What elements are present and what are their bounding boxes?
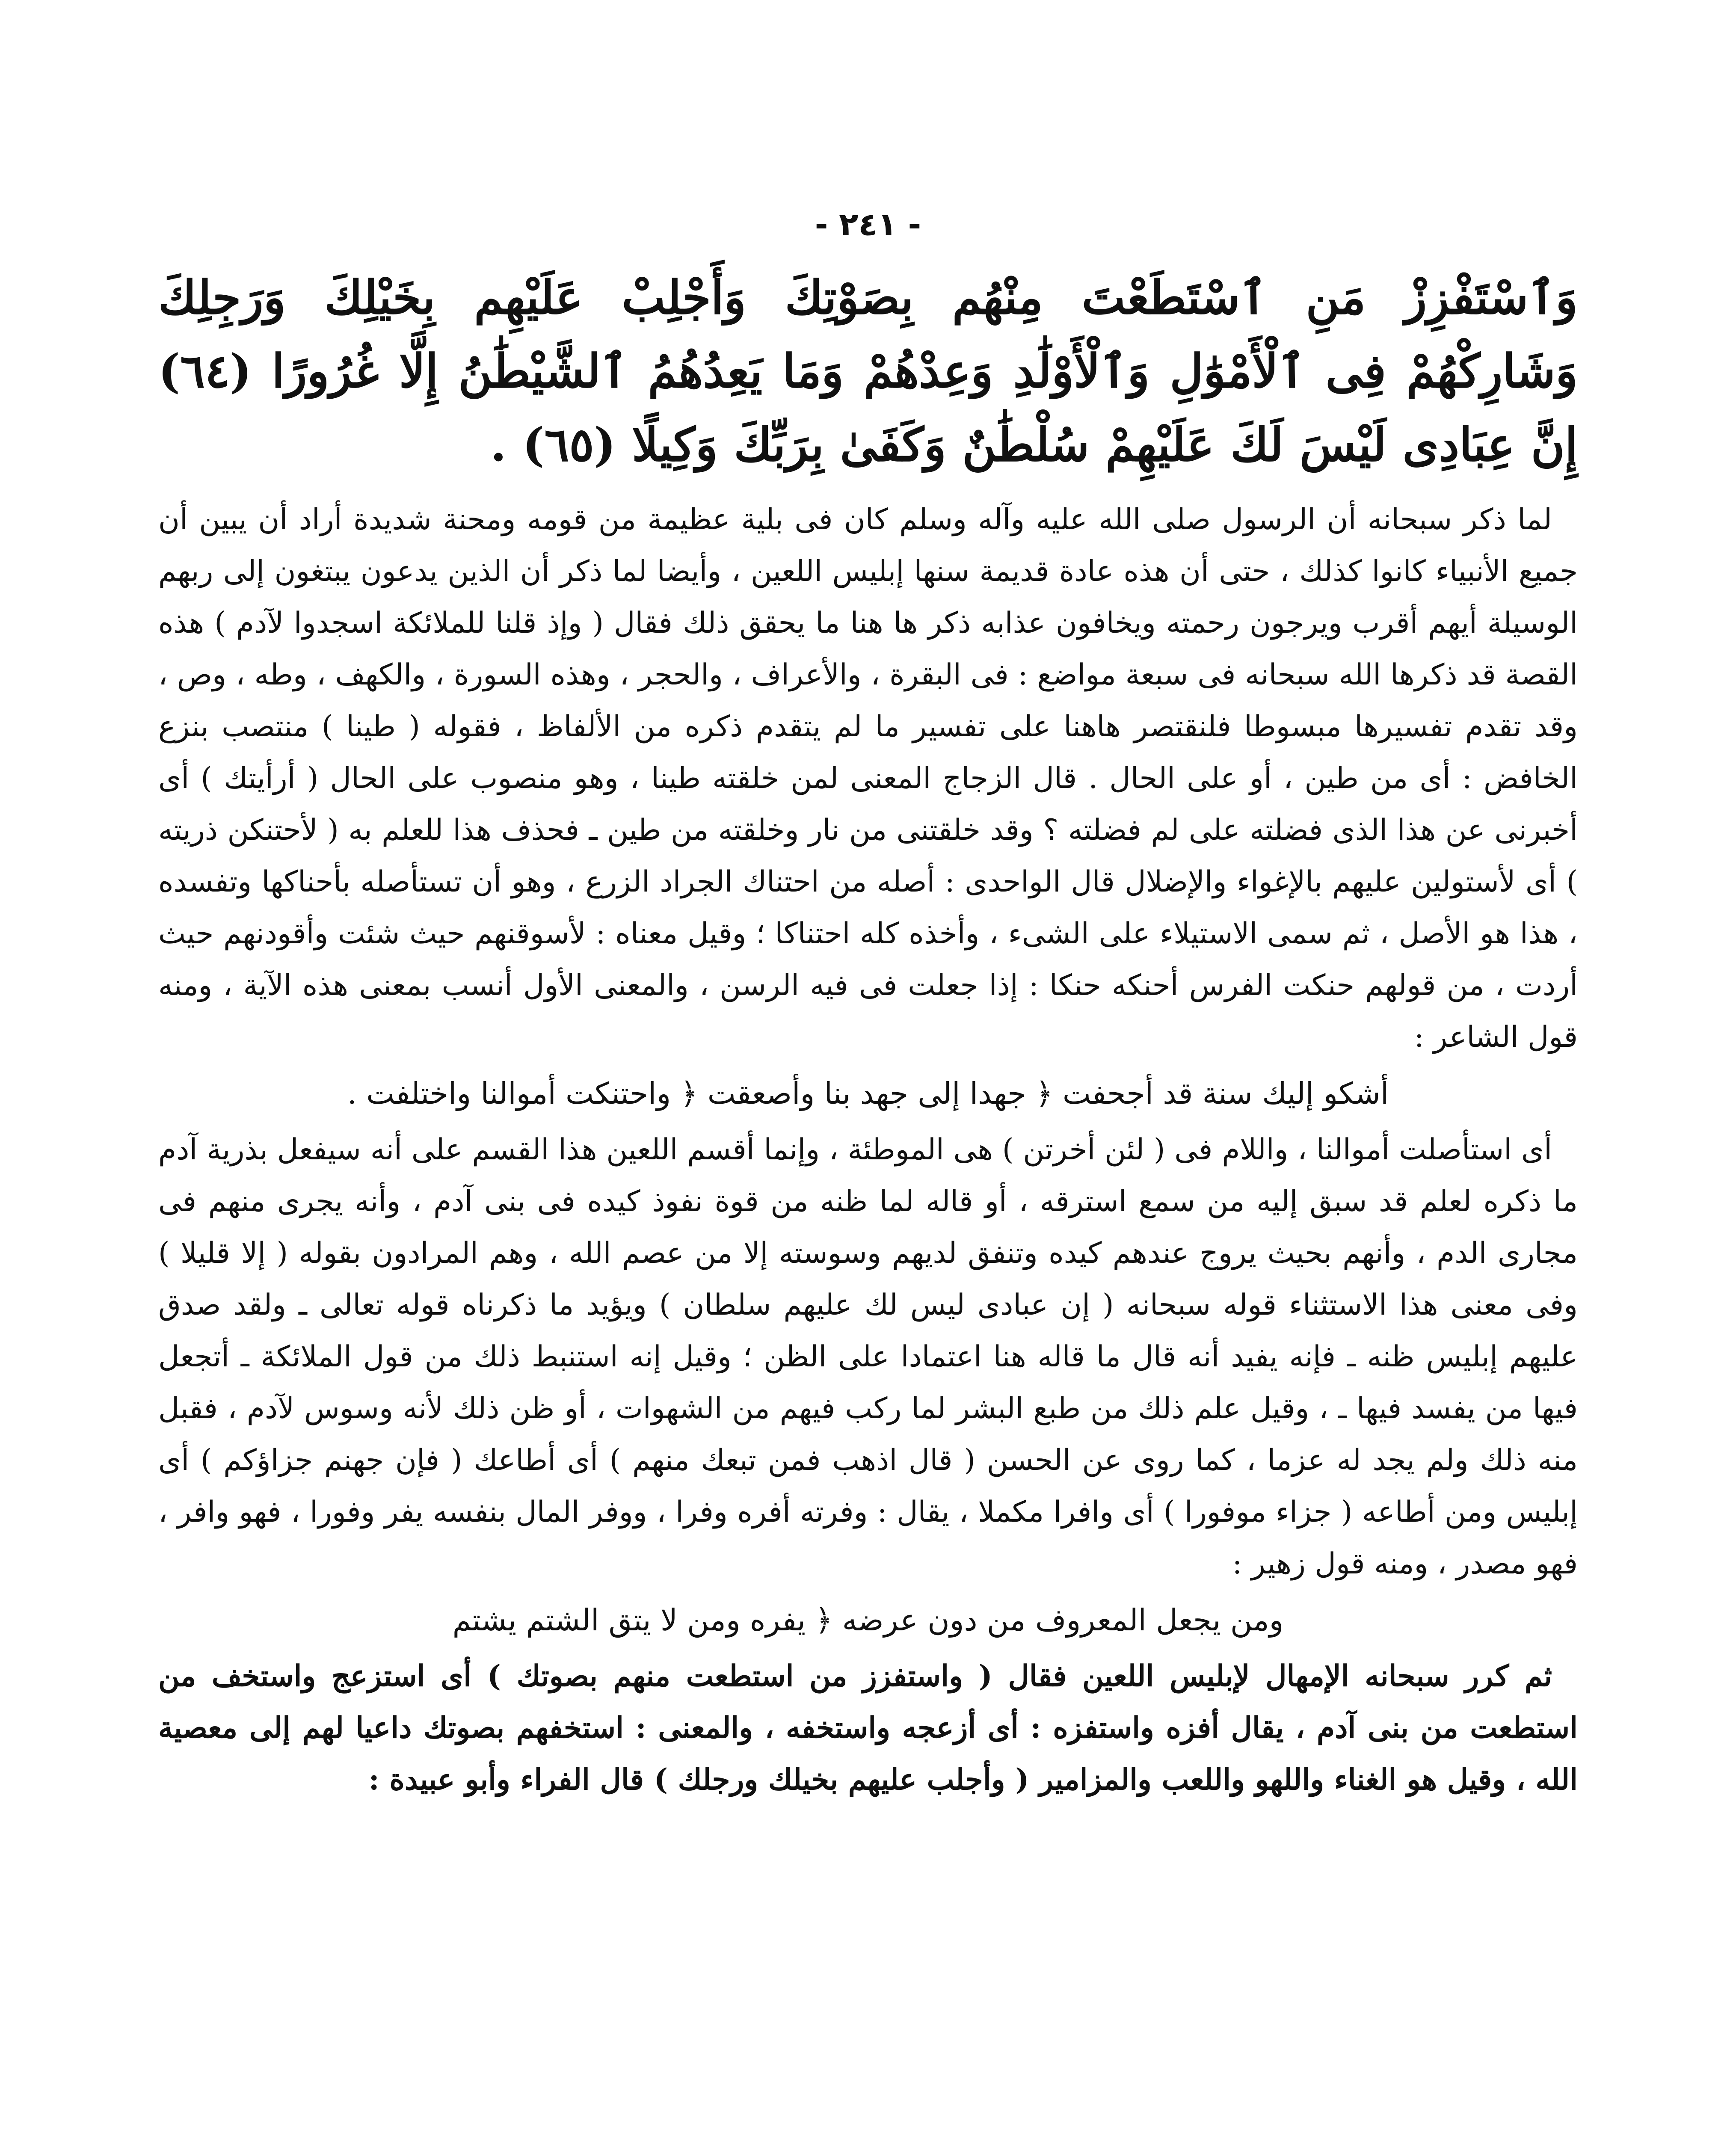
commentary-paragraph-1: لما ذكر سبحانه أن الرسول صلى الله عليه وآله وسلم كان فى بلية عظيمة من قومه ومحنة شديدة أراد أن يبين أن جميع الأنبياء كانوا كذلك ، حتى أن هذه عادة قديمة سنها إبليس اللعين ، وأيضا لما ذكر أن الذين يدعون يبتغون إلى ربهم الوسيلة أيهم أقرب ويرجون رحمته ويخافون عذابه ذكر ها هنا ما يحقق ذلك فقال ( وإذ قلنا للملائكة اسجدوا لآدم ) هذه القصة قد ذكرها الله سبحانه فى سبعة مواضع : فى البقرة ، والأعراف ، والحجر ، وهذه السورة ، والكهف ، وطه ، وص ، وقد تقدم تفسيرها مبسوطا فلنقتصر هاهنا على تفسير ما لم يتقدم ذكره من الألفاظ ، فقوله ( طينا ) منتصب بنزع الخافض : أى من طين ، أو على الحال . قال الزجاج المعنى لمن خلقته طينا ، وهو منصوب على الحال ( أرأيتك ) أى أخبرنى عن هذا الذى فضلته على لم فضلته ؟ وقد خلقتنى من نار وخلقته من طين ـ فحذف هذا للعلم به ( لأحتنكن ذريته ) أى لأستولين عليهم بالإغواء والإضلال قال الواحدى : أصله من احتناك الجراد الزرع ، وهو أن تستأصله بأحناكها وتفسده ، هذا هو الأصل ، ثم سمى الاستيلاء على الشىء ، وأخذه كله احتناكا ؛ وقيل معناه : لأسوقنهم حيث شئت وأقودنهم حيث أردت ، من قولهم حنكت الفرس أحنكه حنكا : إذا جعلت فى فيه الرسن ، والمعنى الأول أنسب بمعنى هذه الآية ، ومنه قول الشاعر :: [158, 503, 1578, 1054]
poem-verse-1: أشكو إليك سنة قد أجحفت ﴿ جهدا إلى جهد بنا وأصعقت ﴿ واحتنكت أموالنا واختلفت .: [347, 1076, 1389, 1111]
commentary-paragraph-2: أى استأصلت أموالنا ، واللام فى ( لئن أخرتن ) هى الموطئة ، وإنما أقسم اللعين هذا القسم على أنه سيفعل بذرية آدم ما ذكره لعلم قد سبق إليه من سمع استرقه ، أو قاله لما ظنه من قوة نفوذ كيده فى بنى آدم ، وأنه يجرى منهم فى مجارى الدم ، وأنهم بحيث يروج عندهم كيده وتنفق لديهم وسوسته إلا من عصم الله ، وهم المرادون بقوله ( إلا قليلا ) وفى معنى هذا الاستثناء قوله سبحانه ( إن عبادى ليس لك عليهم سلطان ) ويؤيد ما ذكرناه قوله تعالى ـ ولقد صدق عليهم إبليس ظنه ـ فإنه يفيد أنه قال ما قاله هنا اعتمادا على الظن ؛ وقيل إنه استنبط ذلك من قول الملائكة ـ أتجعل فيها من يفسد فيها ـ ، وقيل علم ذلك من طبع البشر لما ركب فيهم من الشهوات ، أو ظن ذلك لأنه وسوس لآدم ، فقبل منه ذلك ولم يجد له عزما ، كما روى عن الحسن ( قال اذهب فمن تبعك منهم ) أى أطاعك ( فإن جهنم جزاؤكم ) أى إبليس ومن أطاعه ( جزاء موفورا ) أى وافرا مكملا ، يقال : وفرته أفره وفرا ، ووفر المال بنفسه يفر وفورا ، فهو وافر ، فهو مصدر ، ومنه قول زهير :: [158, 1133, 1578, 1581]
poem-verse-2: ومن يجعل المعروف من دون عرضه ﴿ يفره ومن لا يتق الشتم يشتم: [452, 1603, 1284, 1638]
commentary-paragraph-3: ثم كرر سبحانه الإمهال لإبليس اللعين فقال ( واستفزز من استطعت منهم بصوتك ) أى استزعج واستخف من استطعت من بنى آدم ، يقال أفزه واستفزه : أى أزعجه واستخفه ، والمعنى : استخفهم بصوتك داعيا لهم إلى معصية الله ، وقيل هو الغناء واللهو واللعب والمزامير ( وأجلب عليهم بخيلك ورجلك ) قال الفراء وأبو عبيدة :: [158, 1659, 1578, 1797]
quran-verse: وَٱسْتَفْزِزْ مَنِ ٱسْتَطَعْتَ مِنْهُم بِصَوْتِكَ وَأَجْلِبْ عَلَيْهِم بِخَيْلِكَ وَرَجِلِكَ وَشَارِكْهُمْ فِى ٱلْأَمْوَٰلِ وَٱلْأَوْلَٰدِ وَعِدْهُمْ وَمَا يَعِدُهُمُ ٱلشَّيْطَٰنُ إِلَّا غُرُورًا (٦٤) إِنَّ عِبَادِى لَيْسَ لَكَ عَلَيْهِمْ سُلْطَٰنٌ وَكَفَىٰ بِرَبِّكَ وَكِيلًا (٦٥) .: [158, 271, 1578, 472]
page-number: - ٢٤١ -: [815, 206, 921, 243]
